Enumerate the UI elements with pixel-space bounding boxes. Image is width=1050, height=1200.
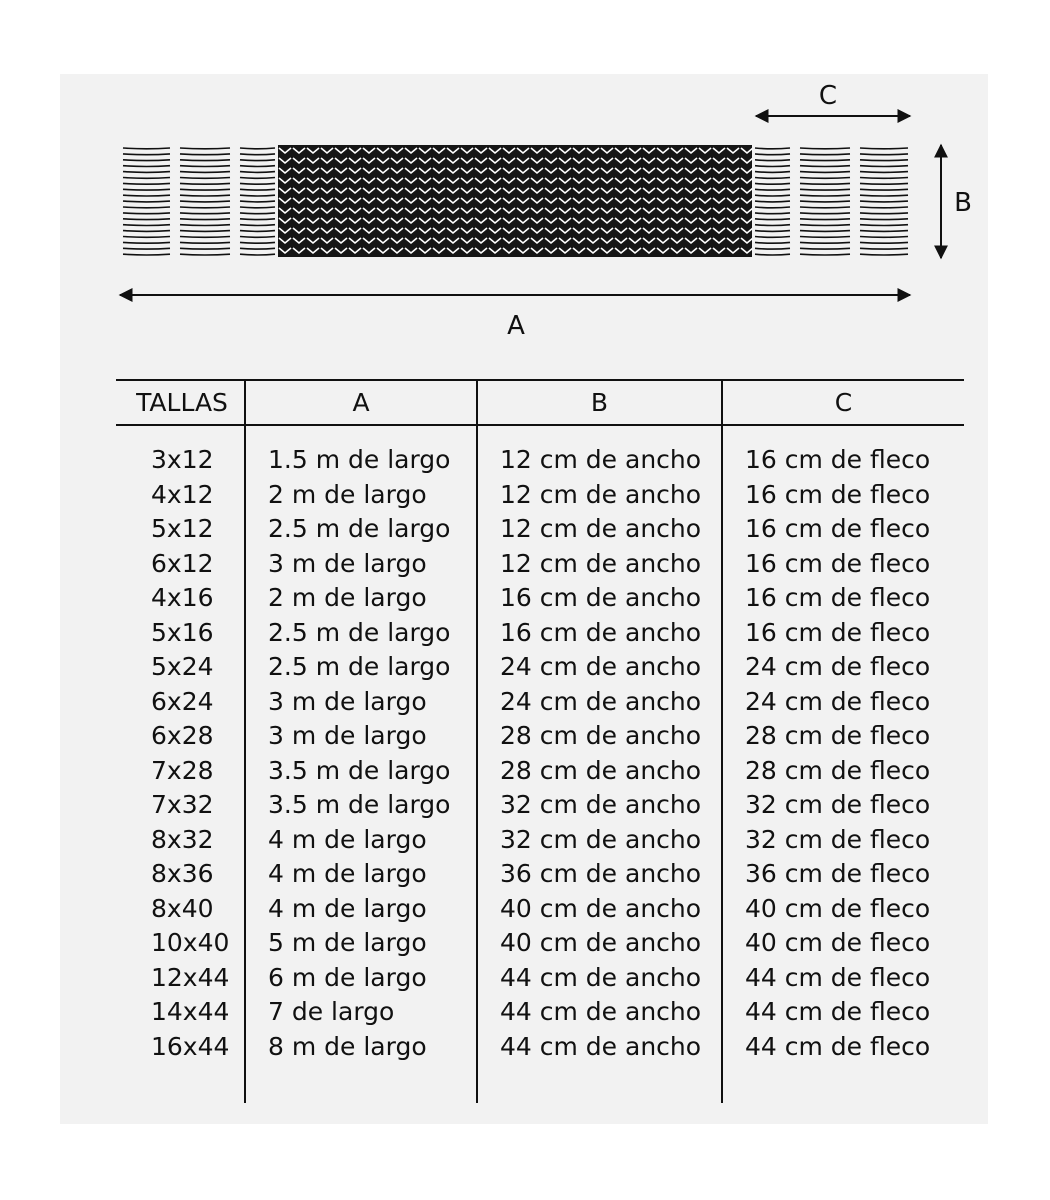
cell-a: 3.5 m de largo: [268, 790, 451, 819]
cell-a: 2 m de largo: [268, 583, 427, 612]
cell-a: 3 m de largo: [268, 686, 427, 716]
cell-c: 16 cm de fleco: [745, 617, 931, 647]
cell-c: 16 cm de fleco: [745, 548, 931, 578]
cell-a: 4 m de largo: [268, 824, 427, 854]
cell-c: 24 cm de fleco: [745, 652, 931, 681]
cell-b: 44 cm de ancho: [500, 1031, 702, 1061]
cell-a: 4 m de largo: [268, 893, 427, 923]
cell-b: 12 cm de ancho: [500, 548, 702, 578]
cell-a: 3 m de largo: [268, 548, 427, 578]
table-divider-2: [476, 380, 478, 1103]
cell-a: 5 m de largo: [268, 928, 427, 957]
cell-talla: 6x12: [151, 548, 214, 578]
header-tallas: TALLAS: [136, 388, 228, 417]
cell-talla: 16x44: [151, 1031, 230, 1061]
cell-b: 28 cm de ancho: [500, 755, 702, 785]
cell-c: 40 cm de fleco: [745, 893, 931, 923]
cell-b: 24 cm de ancho: [500, 686, 702, 716]
cell-talla: 8x40: [151, 893, 214, 923]
cell-c: 28 cm de fleco: [745, 721, 931, 750]
cell-a: 7 de largo: [268, 997, 395, 1026]
cell-talla: 5x12: [151, 514, 214, 543]
cell-c: 40 cm de fleco: [745, 928, 931, 957]
cell-c: 28 cm de fleco: [745, 755, 931, 785]
cell-talla: 4x16: [151, 583, 214, 612]
cell-b: 40 cm de ancho: [500, 893, 702, 923]
cell-talla: 14x44: [151, 997, 230, 1026]
dimension-a-label: A: [507, 311, 525, 341]
cell-talla: 7x32: [151, 790, 214, 819]
cell-c: 44 cm de fleco: [745, 962, 931, 992]
cell-c: 36 cm de fleco: [745, 859, 931, 888]
table-divider-1: [244, 380, 246, 1103]
cell-a: 2.5 m de largo: [268, 652, 451, 681]
cell-b: 32 cm de ancho: [500, 790, 702, 819]
cell-b: 44 cm de ancho: [500, 962, 702, 992]
dimension-c-label: C: [818, 81, 838, 111]
cell-talla: 6x24: [151, 686, 214, 716]
cell-talla: 8x32: [151, 824, 214, 854]
cell-talla: 3x12: [151, 445, 214, 474]
cell-c: 16 cm de fleco: [745, 514, 931, 543]
cell-c: 44 cm de fleco: [745, 1031, 931, 1061]
cell-b: 16 cm de ancho: [500, 617, 702, 647]
dimension-b-label: B: [954, 188, 972, 218]
cell-a: 6 m de largo: [268, 962, 427, 992]
cell-b: 12 cm de ancho: [500, 479, 702, 509]
cell-a: 2.5 m de largo: [268, 617, 451, 647]
cell-a: 2 m de largo: [268, 479, 427, 509]
cell-a: 8 m de largo: [268, 1031, 427, 1061]
cell-c: 16 cm de fleco: [745, 445, 931, 474]
cell-b: 16 cm de ancho: [500, 583, 702, 612]
cell-talla: 6x28: [151, 721, 214, 750]
header-b: B: [590, 388, 609, 417]
cell-talla: 5x16: [151, 617, 214, 647]
table-divider-3: [721, 380, 723, 1103]
cell-talla: 10x40: [151, 928, 230, 957]
cell-b: 36 cm de ancho: [500, 859, 702, 888]
cell-b: 44 cm de ancho: [500, 997, 702, 1026]
cell-a: 3 m de largo: [268, 721, 427, 750]
cell-c: 44 cm de fleco: [745, 997, 931, 1026]
cell-b: 24 cm de ancho: [500, 652, 702, 681]
cell-c: 24 cm de fleco: [745, 686, 931, 716]
cell-talla: 4x12: [151, 479, 214, 509]
header-a: A: [352, 388, 370, 417]
cell-b: 28 cm de ancho: [500, 721, 702, 750]
cell-talla: 12x44: [151, 962, 230, 992]
cell-b: 40 cm de ancho: [500, 928, 702, 957]
cell-b: 12 cm de ancho: [500, 514, 702, 543]
cell-c: 32 cm de fleco: [745, 790, 931, 819]
cell-a: 4 m de largo: [268, 859, 427, 888]
cell-talla: 7x28: [151, 755, 214, 785]
cell-b: 32 cm de ancho: [500, 824, 702, 854]
cell-c: 32 cm de fleco: [745, 824, 931, 854]
header-c: C: [834, 388, 853, 417]
cell-c: 16 cm de fleco: [745, 583, 931, 612]
cell-talla: 8x36: [151, 859, 214, 888]
cell-a: 3.5 m de largo: [268, 755, 451, 785]
cell-b: 12 cm de ancho: [500, 445, 702, 474]
cell-c: 16 cm de fleco: [745, 479, 931, 509]
cell-a: 1.5 m de largo: [268, 445, 451, 474]
cell-talla: 5x24: [151, 652, 214, 681]
cell-a: 2.5 m de largo: [268, 514, 451, 543]
